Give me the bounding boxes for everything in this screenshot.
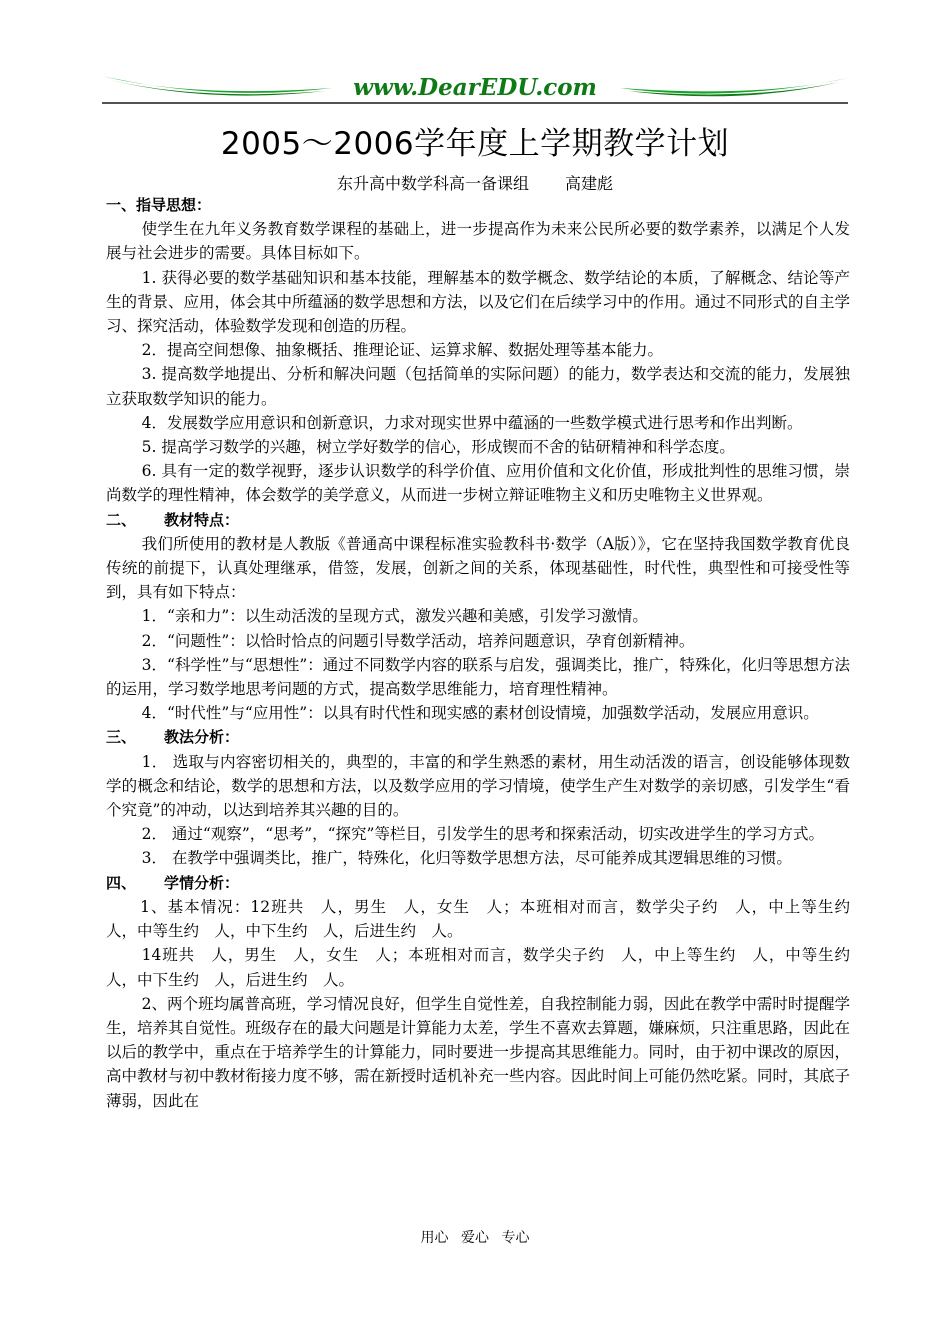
right-leaf-shade (628, 82, 840, 96)
grass-banner-graphic (100, 68, 850, 108)
paragraph: 5. 提高学习数学的兴趣，树立学好数学的信心，形成锲而不舍的钻研精神和科学态度。 (141, 438, 735, 457)
footer-motto-2: 爱心 (461, 1230, 489, 1246)
paragraph: 3． 在教学中强调类比，推广，特殊化，化归等数学思想方法，尽可能养成其逻辑思维的习惯。 (141, 849, 792, 868)
paragraph: 4．“时代性”与“应用性”：以具有时代性和现实感的素材创设情境，加强数学活动，发展应用意识。 (141, 704, 819, 723)
heading-text: 学情分析： (164, 873, 240, 892)
school-group: 东升高中数学科高一备课组 (336, 174, 529, 193)
right-leaf-decoration (620, 78, 848, 94)
section-heading (106, 725, 850, 749)
section-heading (106, 193, 850, 217)
paragraph: 4．发展数学应用意识和创新意识，力求对现实世界中蕴涵的一些数学模式进行思考和作出判断。 (141, 413, 803, 432)
heading-number: 一、 (106, 196, 137, 214)
paragraph: 3. 提高数学地提出、分析和解决问题（包括简单的实际问题）的能力，数学表达和交流的能力，发展独立获取数学知识的能力。 (106, 365, 850, 408)
left-leaf-decoration (102, 76, 332, 93)
paragraph: 使学生在九年义务教育数学课程的基础上，进一步提高作为未来公民所必要的数学素养，以满足个人发展与社会进步的需要。具体目标如下。 (106, 220, 850, 263)
site-header-banner (100, 68, 850, 108)
paragraph: 1. 获得必要的数学基础知识和基本技能，理解基本的数学概念、数学结论的本质，了解概念、结论等产生的背景、应用，体会其中所蕴涵的数学思想和方法，以及它们在后续学习中的作用。通过不同形式的自主学习、探究活动，体验数学发现和创造的历程。 (106, 268, 851, 336)
paragraph: 1、基本情况：12班共 人，男生 人，女生 人；本班相对而言，数学尖子约 人，中上等生约 人，中等生约 人，中下生约 人，后进生约 人。 (106, 897, 866, 941)
heading-number: 四、 (106, 873, 137, 892)
document-body (106, 193, 866, 1113)
site-url-logo: www.DearEDU.com (353, 74, 597, 101)
paragraph: 6. 具有一定的数学视野，逐步认识数学的科学价值、应用价值和文化价值，形成批判性的思维习惯，崇尚数学的理性精神，体会数学的美学意义，从而进一步树立辩证唯物主义和历史唯物主义世界观。 (106, 462, 850, 505)
footer-motto-1: 用心 (420, 1230, 449, 1246)
paragraph: 我们所使用的教材是人教版《普通高中课程标准实验教科书·数学（A版）》，它在坚持我国数学教育优良传统的前提下，认真处理继承，借签，发展，创新之间的关系，体现基础性，时代性，典型性和可接受性等到，具有如下特点： (106, 534, 850, 602)
author-name: 高建彪 (565, 174, 614, 193)
document-subtitle (0, 171, 950, 194)
paragraph: 1．“亲和力”：以生动活泼的呈现方式，激发兴趣和美感，引发学习激情。 (141, 607, 648, 626)
footer-motto-3: 专心 (501, 1230, 530, 1246)
paragraph: 14班共 人，男生 人，女生 人；本班相对而言，数学尖子约 人，中上等生约 人，中等生约 人，中下生约 人，后进生约 人。 (106, 946, 866, 989)
heading-text: 教法分析： (164, 728, 240, 747)
heading-text: 指导思想： (136, 196, 212, 214)
paragraph: 1． 选取与内容密切相关的，典型的，丰富的和学生熟悉的素材，用生动活泼的语言，创设能够体现数学的概念和结论，数学的思想和方法，以及数学应用的学习情境，使学生产生对数学的亲切感，引发学生“看个究竟”的冲动，以达到培养其兴趣的目的。 (106, 752, 850, 820)
heading-text: 教材特点： (164, 510, 240, 529)
paragraph: 2． 通过“观察”，“思考”，“探究”等栏目，引发学生的思考和探索活动，切实改进学生的学习方式。 (141, 825, 824, 844)
section-heading (106, 871, 850, 895)
paragraph: 2．“问题性”：以恰时恰点的问题引导数学活动，培养问题意识，孕育创新精神。 (141, 631, 695, 650)
paragraph: 3．“科学性”与“思想性”：通过不同数学内容的联系与启发，强调类比，推广，特殊化，化归等思想方法的运用，学习数学地思考问题的方式，提高数学思维能力，培育理性精神。 (106, 655, 850, 699)
paragraph: 2、两个班均属普高班，学习情况良好，但学生自觉性差，自我控制能力弱，因此在教学中需时时提醒学生，培养其自觉性。班级存在的最大问题是计算能力太差，学生不喜欢去算题，嫌麻烦，只注重思路，因此在以后的教学中，重点在于培养学生的计算能力，同时要进一步提高其思维能力。同时，由于初中课改的原因，高中教材与初中教材衔接力度不够，需在新授时适机补充一些内容。因此时间上可能仍然吃紧。同时，其底子薄弱，因此在 (106, 994, 851, 1110)
left-leaf-shade (110, 80, 325, 96)
page-footer (0, 1227, 950, 1247)
paragraph: 2．提高空间想像、抽象概括、推理论证、运算求解、数据处理等基本能力。 (141, 341, 664, 360)
heading-number: 三、 (106, 728, 137, 747)
section-heading (106, 508, 850, 532)
document-title: 2005～2006学年度上学期教学计划 (220, 126, 730, 162)
heading-number: 二、 (106, 510, 137, 529)
